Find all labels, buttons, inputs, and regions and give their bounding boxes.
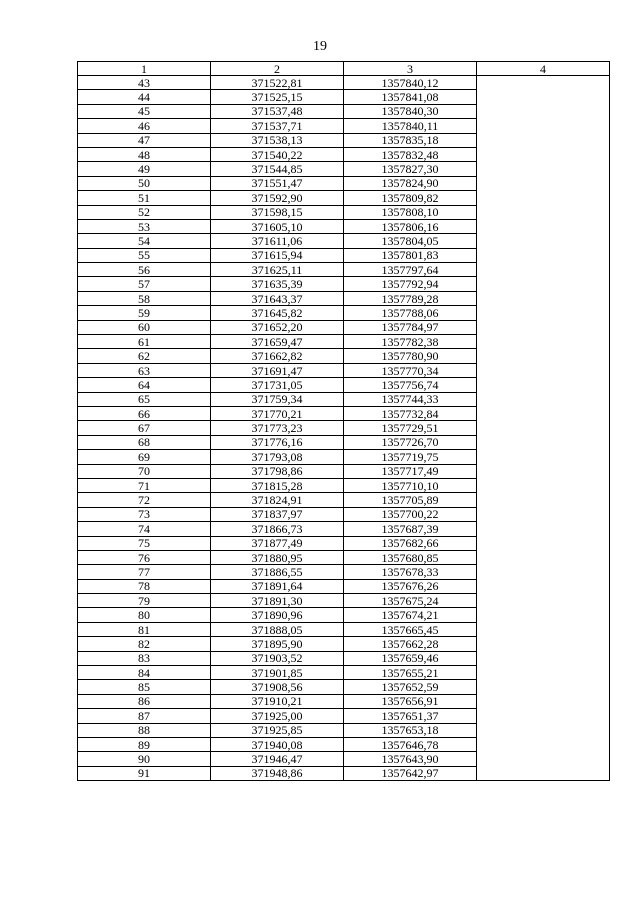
table-cell-col-1: 58	[78, 291, 211, 305]
table-cell-col-2: 371901,85	[211, 666, 344, 680]
table-cell-col-3: 1357674,21	[344, 608, 477, 622]
table-cell-col-2: 371888,05	[211, 622, 344, 636]
table-cell-col-1: 77	[78, 565, 211, 579]
table-cell-col-3: 1357646,78	[344, 737, 477, 751]
table-cell-col-1: 78	[78, 579, 211, 593]
header-col-3: 3	[344, 62, 477, 76]
table-cell-col-3: 1357717,49	[344, 464, 477, 478]
table-cell-col-2: 371522,81	[211, 76, 344, 90]
page-number: 19	[313, 39, 327, 54]
table-cell-col-3: 1357840,12	[344, 76, 477, 90]
table-cell-col-2: 371824,91	[211, 493, 344, 507]
table-cell-col-1: 64	[78, 378, 211, 392]
table-cell-col-1: 67	[78, 421, 211, 435]
table-cell-col-3: 1357824,90	[344, 176, 477, 190]
table-cell-col-3: 1357784,97	[344, 320, 477, 334]
table-cell-col-1: 72	[78, 493, 211, 507]
table-cell-col-1: 70	[78, 464, 211, 478]
table-cell-col-2: 371910,21	[211, 694, 344, 708]
table-cell-col-3: 1357770,34	[344, 363, 477, 377]
table-cell-col-2: 371866,73	[211, 522, 344, 536]
table-cell-col-1: 80	[78, 608, 211, 622]
table-cell-col-2: 371551,47	[211, 176, 344, 190]
table-row	[78, 76, 610, 90]
table-cell-col-3: 1357653,18	[344, 723, 477, 737]
table-cell-col-3: 1357732,84	[344, 406, 477, 420]
table-cell-col-1: 45	[78, 104, 211, 118]
table-cell-col-3: 1357643,90	[344, 752, 477, 766]
table-cell-col-3: 1357678,33	[344, 565, 477, 579]
table-cell-col-3: 1357705,89	[344, 493, 477, 507]
table-cell-col-2: 371793,08	[211, 450, 344, 464]
table-cell-col-1: 55	[78, 248, 211, 262]
table-cell-col-2: 371946,47	[211, 752, 344, 766]
table-cell-col-1: 57	[78, 277, 211, 291]
table-cell-col-2: 371611,06	[211, 234, 344, 248]
table-cell-col-1: 61	[78, 335, 211, 349]
table-cell-col-1: 73	[78, 507, 211, 521]
table-cell-col-2: 371537,71	[211, 119, 344, 133]
header-col-2: 2	[211, 62, 344, 76]
table-cell-col-4	[477, 76, 610, 781]
table-cell-col-1: 75	[78, 536, 211, 550]
table-cell-col-3: 1357680,85	[344, 550, 477, 564]
table-cell-col-2: 371815,28	[211, 478, 344, 492]
table-cell-col-2: 371908,56	[211, 680, 344, 694]
table-cell-col-1: 90	[78, 752, 211, 766]
table-cell-col-2: 371890,96	[211, 608, 344, 622]
table-cell-col-1: 82	[78, 637, 211, 651]
table-cell-col-3: 1357656,91	[344, 694, 477, 708]
table-cell-col-3: 1357676,26	[344, 579, 477, 593]
table-cell-col-1: 69	[78, 450, 211, 464]
table-cell-col-2: 371538,13	[211, 133, 344, 147]
table-cell-col-2: 371625,11	[211, 263, 344, 277]
table-cell-col-2: 371891,30	[211, 594, 344, 608]
header-col-1: 1	[78, 62, 211, 76]
table-cell-col-3: 1357809,82	[344, 191, 477, 205]
table-cell-col-2: 371645,82	[211, 306, 344, 320]
table-cell-col-1: 52	[78, 205, 211, 219]
table-cell-col-3: 1357719,75	[344, 450, 477, 464]
table-cell-col-2: 371605,10	[211, 219, 344, 233]
table-cell-col-1: 46	[78, 119, 211, 133]
table-cell-col-3: 1357808,10	[344, 205, 477, 219]
table-cell-col-2: 371537,48	[211, 104, 344, 118]
table-cell-col-1: 91	[78, 766, 211, 780]
table-cell-col-3: 1357652,59	[344, 680, 477, 694]
table-cell-col-3: 1357665,45	[344, 622, 477, 636]
table-cell-col-1: 60	[78, 320, 211, 334]
header-col-4: 4	[477, 62, 610, 76]
table-cell-col-1: 51	[78, 191, 211, 205]
table-cell-col-1: 71	[78, 478, 211, 492]
table-cell-col-2: 371903,52	[211, 651, 344, 665]
table-cell-col-2: 371598,15	[211, 205, 344, 219]
table-cell-col-2: 371592,90	[211, 191, 344, 205]
table-cell-col-1: 74	[78, 522, 211, 536]
table-cell-col-3: 1357744,33	[344, 392, 477, 406]
table-cell-col-3: 1357655,21	[344, 666, 477, 680]
table-cell-col-2: 371886,55	[211, 565, 344, 579]
table-cell-col-1: 88	[78, 723, 211, 737]
table-cell-col-3: 1357792,94	[344, 277, 477, 291]
table-cell-col-2: 371776,16	[211, 435, 344, 449]
table-cell-col-1: 89	[78, 737, 211, 751]
table-cell-col-1: 49	[78, 162, 211, 176]
table-cell-col-2: 371652,20	[211, 320, 344, 334]
table-cell-col-3: 1357700,22	[344, 507, 477, 521]
table-cell-col-2: 371659,47	[211, 335, 344, 349]
table-cell-col-2: 371948,86	[211, 766, 344, 780]
table-cell-col-2: 371544,85	[211, 162, 344, 176]
table-header-row	[78, 62, 610, 76]
table-cell-col-1: 86	[78, 694, 211, 708]
table-cell-col-2: 371891,64	[211, 579, 344, 593]
table-cell-col-2: 371662,82	[211, 349, 344, 363]
table-cell-col-2: 371895,90	[211, 637, 344, 651]
table-cell-col-2: 371925,85	[211, 723, 344, 737]
table-cell-col-3: 1357675,24	[344, 594, 477, 608]
table-cell-col-1: 68	[78, 435, 211, 449]
table-cell-col-1: 47	[78, 133, 211, 147]
table-cell-col-2: 371770,21	[211, 406, 344, 420]
table-cell-col-1: 65	[78, 392, 211, 406]
table-cell-col-2: 371635,39	[211, 277, 344, 291]
table-cell-col-1: 53	[78, 219, 211, 233]
table-cell-col-3: 1357789,28	[344, 291, 477, 305]
table-cell-col-1: 85	[78, 680, 211, 694]
table-cell-col-3: 1357827,30	[344, 162, 477, 176]
table-cell-col-2: 371940,08	[211, 737, 344, 751]
table-cell-col-1: 83	[78, 651, 211, 665]
table-cell-col-3: 1357726,70	[344, 435, 477, 449]
table-cell-col-2: 371837,97	[211, 507, 344, 521]
table-cell-col-3: 1357682,66	[344, 536, 477, 550]
table-cell-col-3: 1357659,46	[344, 651, 477, 665]
table-cell-col-2: 371798,86	[211, 464, 344, 478]
table-cell-col-2: 371691,47	[211, 363, 344, 377]
table-cell-col-1: 87	[78, 709, 211, 723]
table-cell-col-1: 54	[78, 234, 211, 248]
table-cell-col-1: 63	[78, 363, 211, 377]
table-cell-col-3: 1357710,10	[344, 478, 477, 492]
table-cell-col-3: 1357841,08	[344, 90, 477, 104]
table-cell-col-3: 1357797,64	[344, 263, 477, 277]
coordinates-table	[77, 61, 610, 781]
table-cell-col-1: 48	[78, 147, 211, 161]
table-cell-col-2: 371759,34	[211, 392, 344, 406]
table-cell-col-2: 371925,00	[211, 709, 344, 723]
table-cell-col-1: 43	[78, 76, 211, 90]
table-cell-col-3: 1357840,30	[344, 104, 477, 118]
table-cell-col-3: 1357806,16	[344, 219, 477, 233]
table-cell-col-3: 1357729,51	[344, 421, 477, 435]
table-cell-col-2: 371880,95	[211, 550, 344, 564]
table-cell-col-1: 56	[78, 263, 211, 277]
table-cell-col-3: 1357687,39	[344, 522, 477, 536]
table-cell-col-3: 1357788,06	[344, 306, 477, 320]
table-cell-col-2: 371643,37	[211, 291, 344, 305]
table-cell-col-2: 371615,94	[211, 248, 344, 262]
table-cell-col-1: 59	[78, 306, 211, 320]
table-cell-col-2: 371731,05	[211, 378, 344, 392]
table-cell-col-3: 1357832,48	[344, 147, 477, 161]
table-cell-col-3: 1357780,90	[344, 349, 477, 363]
table-cell-col-3: 1357662,28	[344, 637, 477, 651]
table-cell-col-2: 371877,49	[211, 536, 344, 550]
table-cell-col-3: 1357804,05	[344, 234, 477, 248]
table-body	[78, 76, 610, 781]
table-cell-col-3: 1357642,97	[344, 766, 477, 780]
table-cell-col-3: 1357840,11	[344, 119, 477, 133]
table-cell-col-3: 1357782,38	[344, 335, 477, 349]
table-cell-col-1: 81	[78, 622, 211, 636]
table-cell-col-1: 44	[78, 90, 211, 104]
table-cell-col-3: 1357651,37	[344, 709, 477, 723]
table-cell-col-1: 76	[78, 550, 211, 564]
table-cell-col-2: 371525,15	[211, 90, 344, 104]
table-cell-col-3: 1357801,83	[344, 248, 477, 262]
table-cell-col-1: 50	[78, 176, 211, 190]
table-cell-col-1: 62	[78, 349, 211, 363]
table-cell-col-1: 66	[78, 406, 211, 420]
table-cell-col-3: 1357835,18	[344, 133, 477, 147]
table-cell-col-1: 84	[78, 666, 211, 680]
table-cell-col-2: 371540,22	[211, 147, 344, 161]
table-cell-col-1: 79	[78, 594, 211, 608]
table-cell-col-2: 371773,23	[211, 421, 344, 435]
table-cell-col-3: 1357756,74	[344, 378, 477, 392]
